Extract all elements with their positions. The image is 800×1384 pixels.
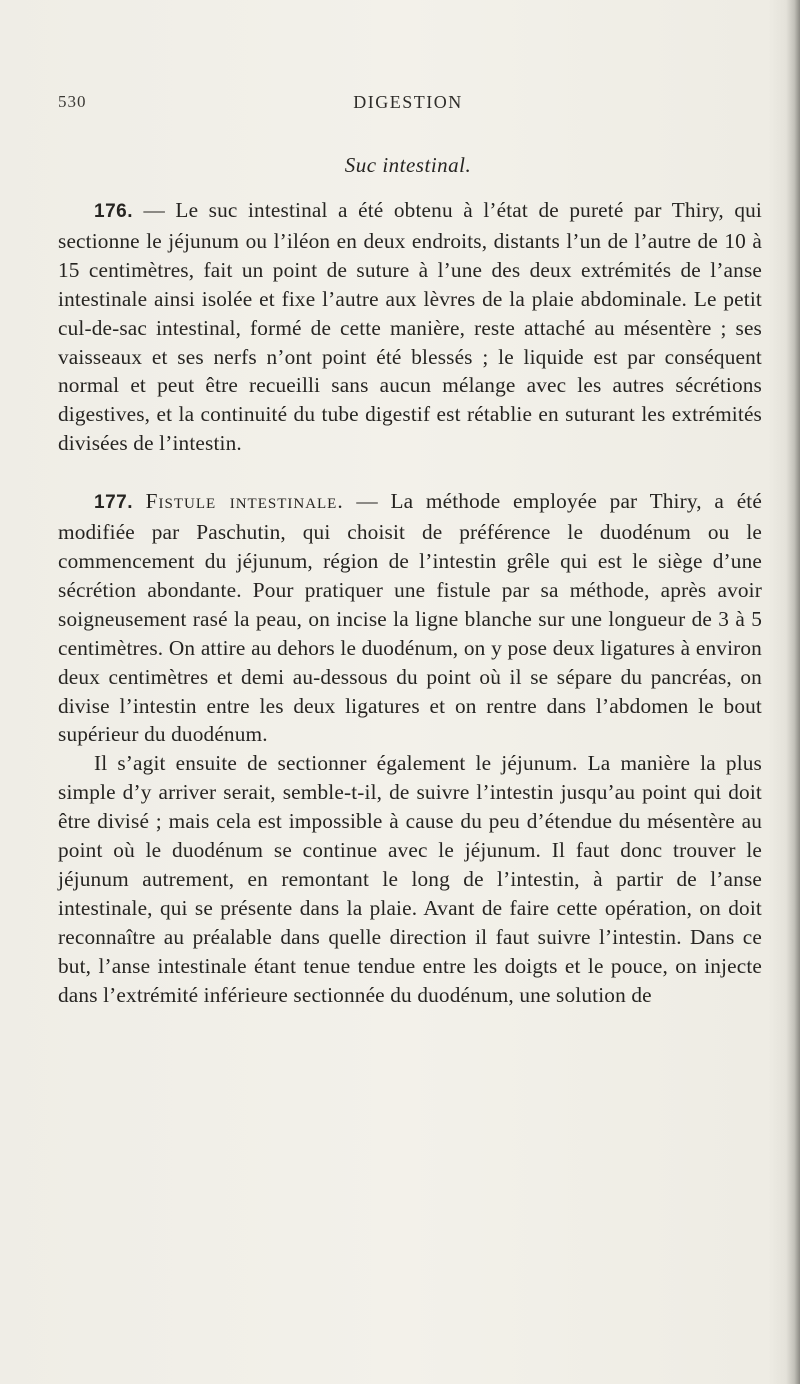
paragraph-177-continued bbox=[58, 749, 762, 1009]
page-header bbox=[58, 92, 758, 118]
section-title: Suc intestinal. bbox=[344, 153, 472, 177]
paragraph-text: Il s’agit ensuite de sectionner également le jéjunum. La manière la plus simple d’y arriver serait, semble-t-il, de suivre l’intestin jusqu’au point qui doit être divisé ; mais cela est impossible à cause du peu d’étendue du mésentère au point où le duodénum se continue avec le jéjunum. Il faut donc trouver le jéjunum autrement, en remontant le long de l’intestin, à partir de l’anse intestinale, qui se présente dans la plaie. Avant de faire cette opération, on doit reconnaître au préalable dans quelle direction il faut suivre l’intestin. Dans ce but, l’anse intestinale étant tenue tendue entre les doigts et le pouce, on injecte dans l’extrémité inférieure sectionnée du duodénum, une solution de bbox=[58, 751, 762, 1007]
paragraph-number: 177. bbox=[94, 492, 133, 514]
body-text bbox=[58, 196, 762, 1009]
paragraph-gap bbox=[58, 458, 762, 487]
page-edge-shadow bbox=[786, 0, 800, 1384]
paragraph-text: — Le suc intestinal a été obtenu à l’état de pureté par Thiry, qui sectionne le jéjunum ou l’iléon en deux endroits, distants l’un de l’autre de 10 à 15 centimètres, fait un point de suture à l’une des deux extrémités de l’anse intestinale ainsi isolée et fixe l’autre aux lèvres de la plaie abdominale. Le petit cul-de-sac intestinal, formé de cette manière, reste attaché au mésentère ; ses vaisseaux et ses nerfs n’ont point été blessés ; le liquide est par conséquent normal et peut être recueilli sans aucun mélange avec les autres sécrétions digestives, et la continuité du tube digestif est rétablie en suturant les extrémités divisées de l’intestin. bbox=[58, 198, 762, 456]
paragraph-heading: Fistule intestinale. bbox=[145, 489, 344, 514]
paragraph-176 bbox=[58, 196, 762, 458]
paragraph-number: 176. bbox=[94, 201, 133, 222]
running-head: DIGESTION bbox=[353, 92, 463, 112]
paragraph-text: — La méthode employée par Thiry, a été modifiée par Paschutin, qui choisit de préférence le duodénum ou le commencement du jéjunum, région de l’intestin grêle qui est le siège d’une sécrétion abondante. Pour pratiquer une fistule par sa méthode, après avoir soigneusement rasé la peau, on incise la ligne blanche sur une longueur de 3 à 5 centimètres. On attire au dehors le duodénum, on y pose deux ligatures à environ deux centimètres et demi au-dessous du point où il se sépare du pancréas, on divise l’intestin entre les deux ligatures et on rentre dans l’abdomen le bout supérieur du duodénum. bbox=[58, 489, 762, 747]
page-number: 530 bbox=[58, 92, 87, 111]
paragraph-177 bbox=[58, 487, 762, 749]
